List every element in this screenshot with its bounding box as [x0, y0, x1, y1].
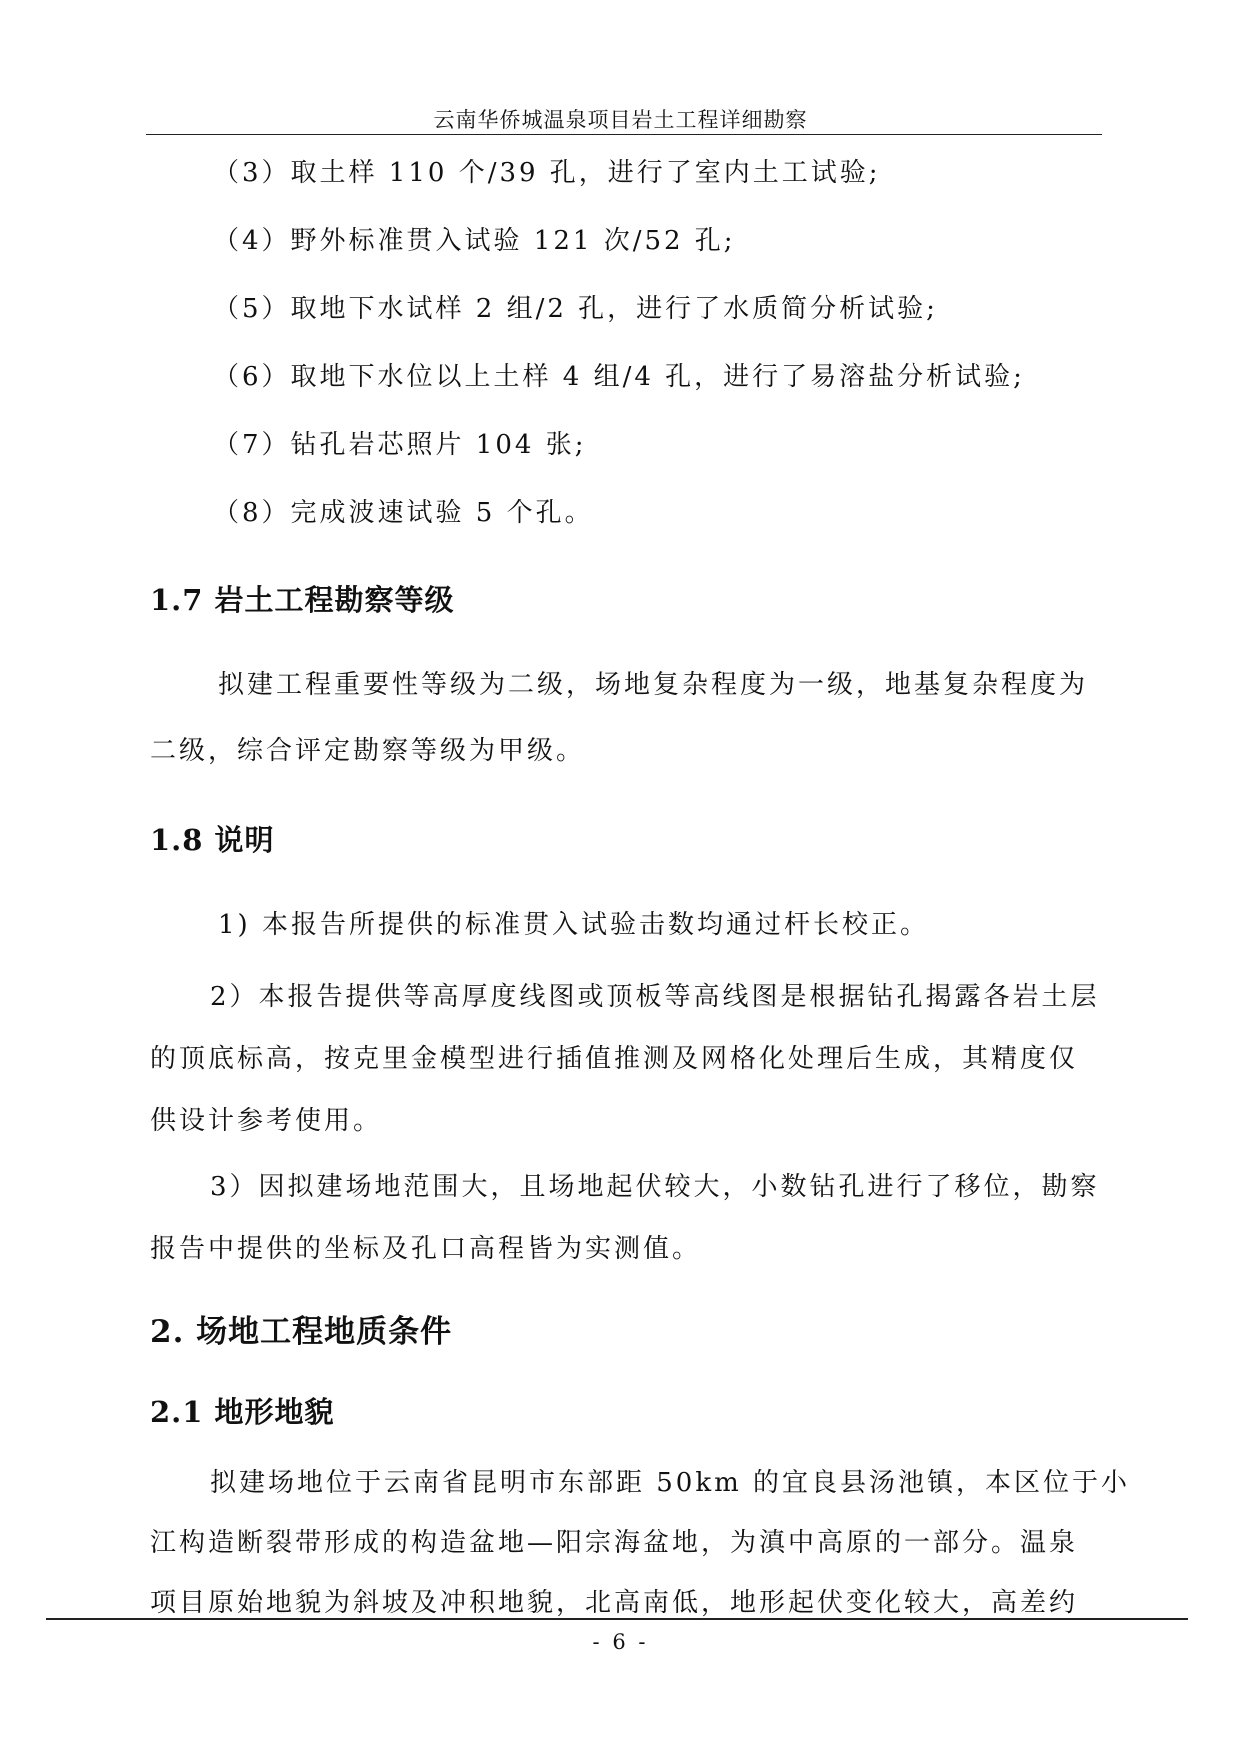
work-item: （4）野外标准贯入试验 121 次/52 孔;	[213, 226, 736, 256]
paragraph-line: 拟建工程重要性等级为二级，场地复杂程度为一级，地基复杂程度为	[218, 670, 1089, 700]
note-line: 的顶底标高，按克里金模型进行插值推测及网格化处理后生成，其精度仅	[150, 1044, 1079, 1074]
note-line: 报告中提供的坐标及孔口高程皆为实测值。	[150, 1234, 702, 1264]
header-rule	[146, 134, 1102, 135]
work-item: （8）完成波速试验 5 个孔。	[213, 498, 594, 528]
note-line: 3）因拟建场地范围大，且场地起伏较大，小数钻孔进行了移位，勘察	[210, 1172, 1100, 1202]
work-item: （3）取土样 110 个/39 孔，进行了室内土工试验;	[213, 158, 881, 188]
work-item: （6）取地下水位以上土样 4 组/4 孔，进行了易溶盐分析试验;	[213, 362, 1025, 392]
note-line: 供设计参考使用。	[150, 1106, 383, 1136]
page-number: - 6 -	[592, 1630, 649, 1654]
section-heading-2-1: 2.1 地形地貌	[150, 1395, 335, 1429]
work-item: （5）取地下水试样 2 组/2 孔，进行了水质简分析试验;	[213, 294, 938, 324]
work-item: （7）钻孔岩芯照片 104 张;	[213, 430, 587, 460]
note-line: 1) 本报告所提供的标准贯入试验击数均通过杆长校正。	[218, 910, 929, 940]
paragraph-line: 江构造断裂带形成的构造盆地—阳宗海盆地，为滇中高原的一部分。温泉	[150, 1528, 1079, 1558]
section-heading-1-7: 1.7 岩土工程勘察等级	[150, 583, 455, 617]
footer-rule	[46, 1618, 1188, 1620]
section-heading-2: 2. 场地工程地质条件	[150, 1314, 453, 1350]
paragraph-line: 拟建场地位于云南省昆明市东部距 50km 的宜良县汤池镇，本区位于小	[210, 1468, 1131, 1498]
paragraph-line: 项目原始地貌为斜坡及冲积地貌，北高南低，地形起伏变化较大，高差约	[150, 1588, 1079, 1618]
section-heading-1-8: 1.8 说明	[150, 823, 275, 857]
paragraph-line: 二级，综合评定勘察等级为甲级。	[150, 736, 586, 766]
note-line: 2）本报告提供等高厚度线图或顶板等高线图是根据钻孔揭露各岩土层	[210, 982, 1100, 1012]
running-header: 云南华侨城温泉项目岩土工程详细勘察	[433, 108, 808, 132]
